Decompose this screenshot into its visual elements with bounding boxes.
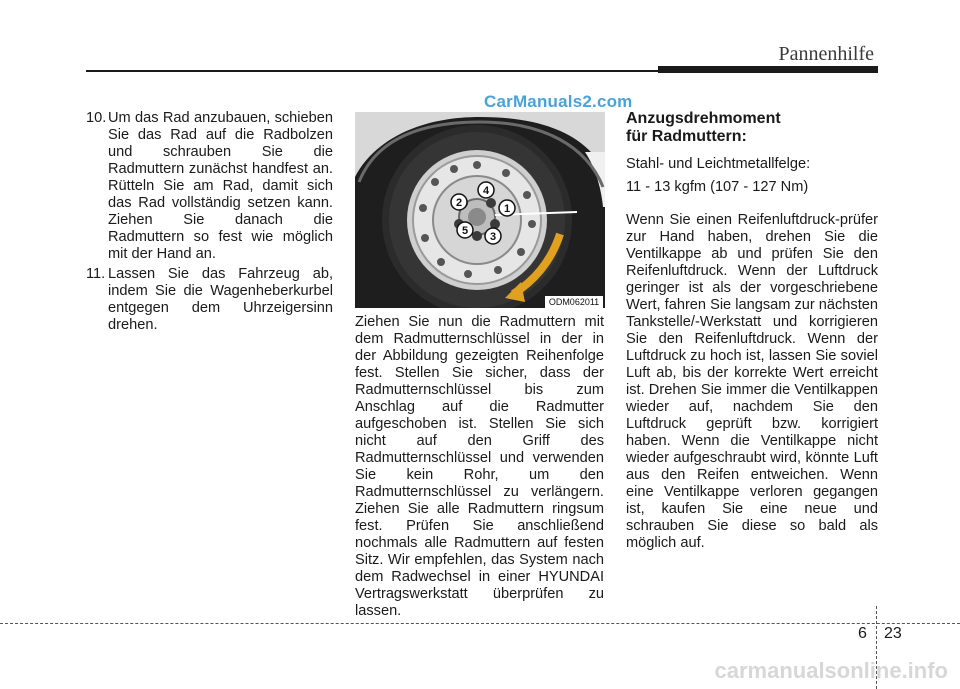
nut-label-4: 4: [482, 185, 490, 197]
item-text: Um das Rad anzubauen, schieben Sie das Rad auf die Radbolzen und schrauben Sie die Radmuttern zunächst handfest an. Rütteln Sie am Rad, damit sich das Rad vollständig setzen kann. Ziehen Sie danach die Radmuttern so fest wie möglich mit der Hand an.: [108, 110, 333, 262]
torque-heading-line1: Anzugsdrehmoment: [626, 110, 781, 127]
list-item: [86, 110, 333, 263]
wheel-figure: [355, 112, 605, 308]
torque-heading: [626, 110, 878, 146]
nut-label-3: 3: [489, 231, 497, 243]
column-left: [86, 110, 333, 337]
wheel-illustration: [355, 112, 605, 308]
item-text: Lassen Sie das Fahrzeug ab, indem Sie die Wagenheberkurbel entgegen dem Uhrzeigersinn drehen.: [108, 266, 333, 333]
body-paragraph: Wenn Sie einen Reifenluftdruck-prüfer zur Hand haben, drehen Sie die Ventilkappe ab und prüfen Sie den Reifenluftdruck. Wenn der Luftdruck geringer ist als der vorgeschriebene Wert, fahren Sie langsam zur nächsten Tankstelle/-Werkstatt und korrigieren Sie den Reifenluftdruck. Wenn der Luftdruck zu hoch ist, lassen Sie soviel Luft ab, bis der korrekte Wert erreicht ist. Drehen Sie immer die Ventilkappen wieder auf, nachdem Sie den Luftdruck geprüft bzw. korrigiert haben. Wenn die Ventilkappe nicht wieder aufgeschraubt wird, könnte Luft aus den Reifen entweichen. Wenn eine Ventilkappe verloren gegangen ist, kaufen Sie eine neue und schrauben Sie diese so bald als möglich auf.: [626, 212, 879, 551]
watermark-link[interactable]: CarManuals2.com: [484, 92, 633, 111]
column-middle: [355, 314, 604, 626]
footer-watermark: carmanualsonline.info: [714, 658, 948, 683]
column-right: [626, 110, 878, 558]
body-paragraph: Ziehen Sie nun die Radmuttern mit dem Radmutternschlüssel in der in der Abbildung gezeigten Reihenfolge fest. Stellen Sie sicher, dass der Radmutternschlüssel bis zum Anschlag auf die Radmutter aufgeschoben ist. Stellen Sie sich nicht auf den Griff des Radmutternschlüssel und verwenden Sie kein Rohr, um den Radmutternschlüssel zu verlängern. Ziehen Sie alle Radmuttern ringsum fest. Prüfen Sie anschließend nochmals alle Radmuttern auf festen Sitz. Wir empfehlen, das System nach dem Radwechsel in einer HYUNDAI Vertragswerkstatt überprüfen zu lassen.: [355, 314, 604, 619]
list-item: [86, 266, 333, 334]
spec-label: Stahl- und Leichtmetallfelge:: [626, 156, 811, 172]
section-title: Pannenhilfe: [778, 43, 874, 65]
header-rule: [86, 70, 658, 72]
item-number: 10.: [86, 110, 107, 126]
nut-label-1: 1: [503, 203, 511, 215]
item-number: 11.: [86, 266, 106, 282]
torque-heading-line2: für Radmuttern:: [626, 128, 747, 145]
page-number: 23: [884, 625, 902, 642]
chapter-number: 6: [858, 625, 867, 642]
spec-value: 11 - 13 kgfm (107 - 127 Nm): [626, 179, 809, 195]
nut-label-5: 5: [461, 225, 469, 237]
figure-code: ODM062011: [548, 297, 600, 307]
nut-label-2: 2: [455, 197, 463, 209]
footer-rule: [0, 623, 960, 624]
header-rule-accent: [658, 66, 878, 73]
